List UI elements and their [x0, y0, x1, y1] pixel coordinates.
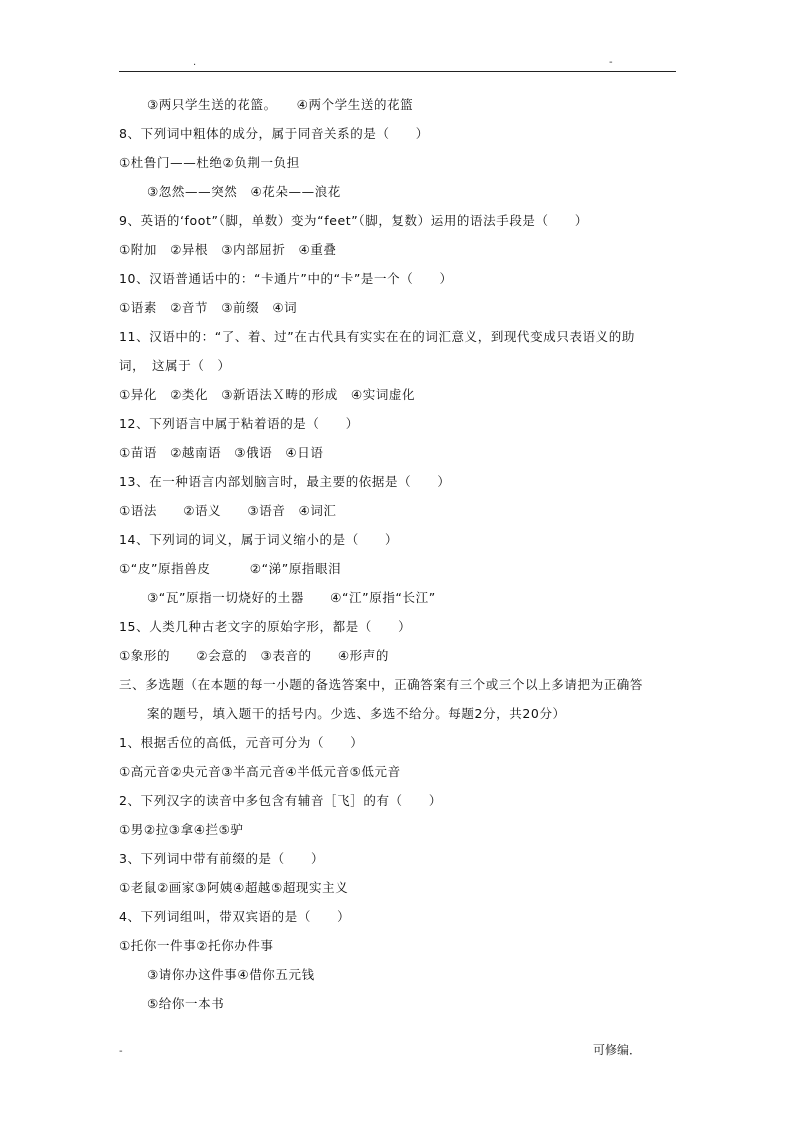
- footer-editable-note: 可修编．: [593, 1043, 642, 1057]
- question-9: 9、英语的‘foot”（脚，单数）变为“feet”（脚，复数）运用的语法手段是（ ）: [119, 213, 588, 228]
- question-15: 15、人类几种古老文字的原始字形，都是（ ）: [119, 619, 412, 634]
- option-line: ③“瓦”原指一切烧好的土器 ④“江”原指“长江”: [147, 590, 436, 605]
- footer-mark-left: -: [119, 1046, 123, 1057]
- option-line: ①异化 ②类化 ③新语法Ｘ畴的形成 ④实词虚化: [119, 387, 416, 402]
- option-line: ①托你一件事②托你办件事: [119, 938, 274, 953]
- option-line: ③忽然——突然 ④花朵——浪花: [147, 184, 341, 199]
- question-10: 10、汉语普通话中的：“卡通片”中的“卡”是一个（ ）: [119, 271, 453, 286]
- option-line: ③两只学生送的花篮。 ④两个学生送的花篮: [147, 97, 414, 112]
- option-line: ①苗语 ②越南语 ③俄语 ④日语: [119, 445, 324, 460]
- option-line: ①语素 ②音节 ③前缀 ④词: [119, 300, 298, 315]
- option-line: ①语法 ②语义 ③语音 ④词汇: [119, 503, 337, 518]
- header-mark-right: -: [609, 57, 613, 68]
- option-line: ①“皮”原指兽皮 ②“涕”原指眼泪: [119, 561, 342, 576]
- header-mark-left: .: [193, 57, 197, 68]
- option-line: ①附加 ②异根 ③内部屈折 ④重叠: [119, 242, 337, 257]
- document-body: [119, 93, 679, 1021]
- option-line: ⑤给你一本书: [147, 996, 225, 1011]
- option-line: ①高元音②央元音③半高元音④半低元音⑤低元音: [119, 764, 401, 779]
- option-line: ③请你办这件事④借你五元钱: [147, 967, 315, 982]
- option-line: ①老鼠②画家③阿姨④超越⑤超现实主义: [119, 880, 349, 895]
- option-line: ①男②拉③拿④拦⑤驴: [119, 822, 244, 837]
- option-line: ①杜鲁门——杜绝②负荆一负担: [119, 155, 300, 170]
- question-12: 12、下列语言中属于粘着语的是（ ）: [119, 416, 359, 431]
- question-14: 14、下列词的词义，属于词义缩小的是（ ）: [119, 532, 399, 547]
- option-line: ①象形的 ②会意的 ③表音的 ④形声的: [119, 648, 389, 663]
- multi-question-2: 2、下列汉字的读音中多包含有辅音［飞］的有（ ）: [119, 793, 442, 808]
- section-instructions: 案的题号，填入题干的括号内。少选、多选不给分。每题2分，共20分）: [147, 706, 566, 721]
- question-11-continued: 词， 这属于（ ）: [119, 358, 231, 373]
- question-13: 13、在一种语言内部划脑言时，最主要的依据是（ ）: [119, 474, 451, 489]
- multi-question-3: 3、下列词中带有前缀的是（ ）: [119, 851, 325, 866]
- question-8: 8、下列词中粗体的成分，属于同音关系的是（ ）: [119, 126, 429, 141]
- header-rule: [119, 71, 676, 72]
- multi-question-1: 1、根据舌位的高低，元音可分为（ ）: [119, 735, 364, 750]
- question-11: 11、汉语中的：“了、着、过”在古代具有实实在在的词汇意义，到现代变成只表语义的助: [119, 329, 635, 344]
- section-heading-multiple-choice: 三、多选题（在本题的每一小题的备选答案中，正确答案有三个或三个以上多请把为正确答: [119, 677, 644, 692]
- multi-question-4: 4、下列词组叫，带双宾语的是（ ）: [119, 909, 351, 924]
